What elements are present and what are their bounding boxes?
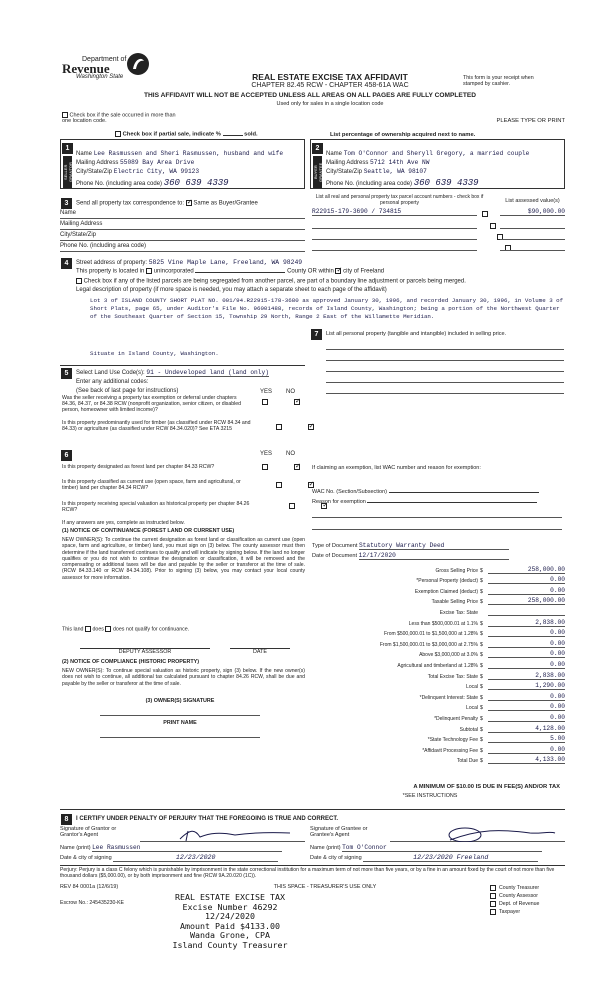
sec6-no-header: NO: [286, 451, 295, 457]
tax-row-value[interactable]: 0.00: [488, 576, 565, 584]
county-label: County OR within: [287, 268, 334, 275]
doc-type-label: Type of Document: [312, 543, 358, 549]
legal-label: Legal description of property (if more space is needed, you may attach a separate sheet to each page of the affidavit): [76, 287, 387, 293]
buyer-side-label: BUYER GRANTEE: [313, 156, 322, 188]
section-8: [60, 809, 565, 863]
stamp-excise-number: Excise Number 46292: [182, 901, 278, 912]
tax-row-value[interactable]: 0.00: [488, 629, 565, 637]
buyer-phone-label: Phone No. (including area code): [326, 181, 413, 187]
dollar-sign: $: [480, 631, 483, 638]
tax-row: [310, 627, 565, 638]
sec6-q1-yes[interactable]: [262, 464, 268, 470]
grantee-signature-label: Signature of Grantee or Grantee's Agent: [310, 826, 368, 838]
tax-row-value[interactable]: 0.00: [488, 661, 565, 669]
tax-row-label: Exemption Claimed (deduct): [414, 588, 478, 595]
sec5-q2-no[interactable]: [308, 424, 314, 430]
tax-row-label: *Delinquent Interest: State: [419, 694, 478, 701]
same-as-buyer-label: Same as Buyer/Grantee: [193, 200, 258, 207]
located-row: [76, 268, 546, 275]
stamp-date: 12/24/2020: [205, 911, 255, 921]
tax-row: [310, 733, 565, 744]
form-warning: THIS AFFIDAVIT WILL NOT BE ACCEPTED UNLESS ALL AREAS ON ALL PAGES ARE FULLY COMPLETED: [143, 92, 477, 99]
does-label: does: [92, 626, 104, 633]
buyer-city-label: City/State/Zip: [326, 169, 363, 175]
certify-statement: I CERTIFY UNDER PENALTY OF PERJURY THAT THE FOREGOING IS TRUE AND CORRECT.: [76, 816, 339, 822]
sec5-q2-yes[interactable]: [276, 424, 282, 430]
seller-mail-row: [76, 159, 304, 166]
send-correspondence-row: [76, 200, 316, 207]
seller-mail[interactable]: 55089 Bay Area Drive: [120, 159, 195, 166]
tax-row: [310, 722, 565, 733]
reason-row: [312, 499, 562, 505]
parcel-personal-checkbox-1[interactable]: [482, 211, 488, 217]
deputy-assessor-line[interactable]: DEPUTY ASSESSOR: [80, 648, 210, 655]
dollar-sign: $: [480, 705, 483, 712]
distribution-label: Taxpayer: [499, 909, 521, 915]
section-7: [310, 328, 565, 398]
dollar-sign: $: [480, 662, 483, 669]
seller-name-row: [76, 150, 304, 157]
parcel-personal-checkbox-2[interactable]: [490, 223, 496, 229]
segregated-label: Check box if any of the listed parcels are being segregated from another parcel, are part of a boundary line adjustment or parcels being merged.: [83, 278, 466, 285]
sec6-question-2: Is this property classified as current use (open space, farm and agricultural, or timber) land per chapter 84.34 RCW?: [62, 479, 241, 491]
sec6-yes-header: YES: [260, 451, 273, 457]
tax-row-label: From $500,000.01 to $1,500,000 at 1.28%: [384, 631, 478, 638]
dollar-sign: $: [480, 673, 483, 680]
sec6-question-1: Is this property designated as forest land per chapter 84.33 RCW?: [62, 464, 215, 470]
dollar-sign: $: [480, 684, 483, 691]
seller-name-label: Name: [76, 151, 93, 157]
tax-row-label: Subtotal: [459, 726, 478, 733]
tax-row: [310, 584, 565, 595]
reason-label: Reason for exemption: [312, 499, 366, 505]
tax-row-label: *Delinquent Penalty: [434, 715, 478, 722]
grantee-name-label: Name (print): [310, 845, 341, 851]
distribution-checkbox[interactable]: [490, 885, 496, 891]
tax-row: [310, 595, 565, 606]
sold-label: sold.: [244, 131, 258, 138]
stamp-signer: Wanda Grone, CPA: [190, 930, 270, 940]
buyer-mail[interactable]: 5712 14th Ave NW: [370, 159, 430, 166]
tax-row-label: From $1,500,000.01 to $3,000,000 at 2.75%: [379, 641, 478, 648]
tax-row-label: Gross Selling Price: [435, 567, 478, 574]
sec6-q2-yes[interactable]: [276, 482, 282, 488]
grantor-name-row: [60, 844, 305, 852]
sec5-question-2: Is this property predominantly used for timber (as classified under RCW 84.34 and 84.33) or agriculture (as classified under RCW 84.34.020)? See ETA 3215: [62, 420, 251, 432]
seller-city-row: [76, 168, 304, 175]
more-than-one-row: [62, 112, 182, 124]
distribution-item: [490, 893, 570, 901]
tax-row-label: Taxable Selling Price: [431, 599, 478, 606]
distribution-label: County Treasurer: [499, 885, 540, 892]
tax-row: [310, 680, 565, 691]
tax-row-value[interactable]: 0.00: [488, 746, 565, 754]
ownership-note: List percentage of ownership acquired next to name.: [330, 132, 476, 138]
land-use-label: Select Land Use Code(s):: [76, 370, 145, 376]
tax-row: [310, 574, 565, 585]
grantor-date-label: Date & city of signing: [60, 855, 112, 861]
dollar-sign: $: [480, 737, 483, 744]
tax-row-value[interactable]: 0.00: [488, 587, 565, 595]
grantor-date[interactable]: 12/23/2020: [113, 854, 278, 862]
distribution-checkbox[interactable]: [490, 901, 496, 907]
more-than-one-label: Check box if the sale occurred in more than one location code.: [62, 112, 176, 125]
owner-signature-label: (3) OWNER(S) SIGNATURE: [145, 698, 215, 704]
additional-codes-label: Enter any additional codes:: [76, 379, 149, 385]
grantor-name-label: Name (print): [60, 845, 91, 851]
dollar-sign: $: [480, 715, 483, 722]
tax-row-value[interactable]: 1,290.00: [488, 682, 565, 690]
seller-phone[interactable]: 360 639 4339: [163, 178, 229, 188]
tax-row-label: Total Excise Tax: State: [427, 673, 478, 680]
section-5: [60, 365, 305, 445]
same-as-buyer-checkbox[interactable]: [186, 200, 192, 206]
personal-property-label: List all personal property (tangible and intangible) included in selling price.: [326, 331, 507, 337]
print-name-label: PRINT NAME: [163, 720, 197, 726]
unincorporated-label: unincorporated: [153, 268, 194, 275]
tax-row-value[interactable]: 0.00: [488, 714, 565, 722]
tax-row-label: *Affidavit Processing Fee: [422, 747, 478, 754]
seller-city[interactable]: Electric City, WA 99123: [113, 168, 200, 175]
type-or-print: PLEASE TYPE OR PRINT: [496, 118, 565, 124]
see-instructions-2: *SEE INSTRUCTIONS: [402, 793, 458, 799]
stamp-line-1: REAL ESTATE EXCISE TAX: [175, 892, 285, 902]
section-3: [60, 193, 565, 255]
seller-box: [60, 139, 305, 189]
tax-row-label: Above $3,000,000 at 3.0%: [419, 652, 478, 659]
tax-row: [310, 605, 565, 616]
deputy-date-line[interactable]: DATE: [230, 648, 290, 655]
section-1-number: 1: [62, 143, 73, 154]
buyer-box: [310, 139, 565, 189]
tax-row: [310, 563, 565, 574]
dollar-sign: $: [480, 694, 483, 701]
city-label: city of Freeland: [343, 268, 385, 275]
tax-row-value[interactable]: 2,838.00: [488, 672, 565, 680]
yes-header: YES: [260, 389, 273, 395]
section-2-number: 2: [312, 143, 323, 154]
dollar-sign: $: [480, 652, 483, 659]
tax-row-label: Less than $500,000.01 at 1.1%: [408, 620, 478, 627]
located-label: This property is located in: [76, 268, 145, 275]
tax-row: [310, 754, 565, 765]
form-revision: REV 84 0001a (12/6/19): [60, 884, 119, 890]
street-label: Street address of property:: [76, 260, 148, 266]
sec5-q1-no[interactable]: [294, 399, 300, 405]
owner-signature-line[interactable]: [100, 708, 260, 716]
form-title: REAL ESTATE EXCISE TAX AFFIDAVIT: [252, 72, 408, 82]
dollar-sign: $: [480, 726, 483, 733]
sec3-name-field[interactable]: Name: [60, 210, 305, 219]
unincorporated-checkbox[interactable]: [146, 268, 152, 274]
doc-type[interactable]: Statutory Warranty Deed: [359, 542, 509, 550]
buyer-phone-row: [326, 178, 564, 188]
sec3-city-field[interactable]: City/State/Zip: [60, 232, 305, 241]
grantee-date-row: [310, 854, 565, 862]
grantee-signature[interactable]: [390, 827, 565, 842]
minimum-due: A MINIMUM OF $10.00 IS DUE IN FEE(S) AND/OR TAX: [413, 784, 560, 790]
tax-row: [310, 648, 565, 659]
no-header: NO: [286, 389, 295, 395]
tax-row: [310, 616, 565, 627]
tax-row-value[interactable]: 5.00: [488, 735, 565, 743]
segregated-checkbox[interactable]: [76, 278, 82, 284]
distribution-item: [490, 885, 570, 893]
tax-row-label: Excise Tax: State: [439, 609, 478, 616]
legal-description[interactable]: Lot 3 of ISLAND COUNTY SHORT PLAT NO. 001/94.R22915-178-3680 as approved January 30, 1996, and recorded January 30, 1996, in Volume 3 of Short Plats, page 65, under Auditor's File No. 96001488, records of Island County, Washington; being a portion of the Northwest Quarter of the Southeast Quarter of Section 15, Township 29 North, Range 2 East of the Willamette Meridian.: [90, 297, 564, 320]
sec5-question-1: Was the seller receiving a property tax exemption or deferral under chapters 84.36, 84.37, or 84.38 RCW (nonprofit organization, senior citizen, or disabled person, homeowner with limited income)?: [62, 395, 242, 413]
seller-side-label: SELLER GRANTOR: [63, 156, 72, 188]
tax-row-value[interactable]: 0.00: [488, 693, 565, 701]
partial-sale-checkbox[interactable]: [115, 131, 121, 137]
section-4: [60, 257, 565, 322]
segregated-row: [76, 278, 566, 285]
seller-city-label: City/State/Zip: [76, 169, 113, 175]
tax-computation: [310, 563, 565, 764]
notice-compliance-heading: (2) NOTICE OF COMPLIANCE (HISTORIC PROPERTY): [62, 659, 200, 665]
tax-row-label: Local: [466, 705, 478, 712]
city-checkbox[interactable]: [335, 268, 341, 274]
treasurer-stamp: [150, 893, 310, 950]
dollar-sign: $: [480, 567, 483, 574]
grantor-signature-label: Signature of Grantor or Grantor's Agent: [60, 826, 117, 838]
tax-row-value[interactable]: 258,000.00: [488, 597, 565, 605]
tax-row-label: *State Technology Fee: [427, 737, 478, 744]
assessed-header: List assessed value(s): [505, 198, 560, 204]
more-than-one-checkbox[interactable]: [62, 112, 68, 118]
tax-row: [310, 743, 565, 754]
does-not-checkbox[interactable]: [105, 626, 111, 632]
grantor-signature[interactable]: [140, 827, 305, 842]
tax-row-value[interactable]: 4,133.00: [488, 756, 565, 764]
wac-no-row: [312, 489, 562, 495]
does-checkbox[interactable]: [85, 626, 91, 632]
dollar-sign: $: [480, 599, 483, 606]
buyer-name-row: [326, 150, 564, 157]
doc-type-row: [312, 542, 562, 550]
land-use-row: [76, 369, 306, 376]
logo-line2: Revenue: [62, 61, 110, 76]
distribution-checklist: [490, 885, 570, 917]
parcel-number[interactable]: R22915-179-3690 / 734815: [312, 208, 477, 216]
section-3-number: 3: [61, 198, 72, 209]
sec5-q1-yes[interactable]: [262, 399, 268, 405]
see-instructions: (See back of last page for instructions): [76, 388, 179, 394]
tax-row: [310, 637, 565, 648]
tax-row-value[interactable]: 0.00: [488, 703, 565, 711]
land-use-code[interactable]: 91 - Undeveloped land (land only): [146, 369, 269, 376]
distribution-item: [490, 909, 570, 917]
tax-row-value[interactable]: 2,838.00: [488, 619, 565, 627]
form-chapter: CHAPTER 82.45 RCW - CHAPTER 458-61A WAC: [251, 82, 409, 89]
distribution-label: Dept. of Revenue: [499, 901, 540, 908]
tax-row-label: Local: [466, 684, 478, 691]
dollar-sign: $: [480, 578, 483, 585]
buyer-name-label: Name: [326, 151, 343, 157]
tax-row-label: *Personal Property (deduct): [416, 578, 478, 585]
dollar-sign: $: [480, 588, 483, 595]
distribution-item: [490, 901, 570, 909]
stamp-office: Island County Treasurer: [172, 939, 288, 950]
tax-row-value[interactable]: 258,000.00: [488, 566, 565, 574]
doc-date[interactable]: 12/17/2020: [359, 552, 509, 560]
section-4-number: 4: [61, 258, 72, 269]
tax-row-value[interactable]: 4,128.00: [488, 725, 565, 733]
send-label: Send all property tax correspondence to:: [76, 200, 185, 207]
tax-row: [310, 669, 565, 680]
buyer-mail-row: [326, 159, 564, 166]
sec6-q3-yes[interactable]: [289, 503, 295, 509]
does-not-label: does not qualify for continuance.: [112, 626, 190, 633]
grantor-date-row: [60, 854, 305, 862]
perjury-notice: Perjury: Perjury is a class C felony which is punishable by imprisonment in the state correctional institution for a maximum term of not more than five years, or by a fine in an amount fixed by the court of not more than five thousand dollars ($5,000.00), or by both imprisonment and fine (RCW 9A.20.020 (1C)).: [60, 865, 565, 879]
partial-sale-label: Check box if partial sale, indicate %: [122, 131, 221, 138]
distribution-checkbox[interactable]: [490, 893, 496, 899]
street-address[interactable]: 5825 Vine Maple Lane, Freeland, WA 98249: [148, 259, 303, 266]
section-5-number: 5: [61, 368, 72, 379]
buyer-phone[interactable]: 360 639 4339: [413, 178, 479, 188]
section-7-number: 7: [311, 329, 322, 340]
dollar-sign: $: [480, 758, 483, 765]
dollar-sign: $: [480, 641, 483, 648]
stamp-amount-paid: Amount Paid $4133.00: [180, 920, 280, 931]
seller-name[interactable]: Lee Rasmussen and Sheri Rasmussen, husband and wife: [93, 150, 284, 157]
tax-row-value[interactable]: 0.00: [488, 650, 565, 658]
dollar-sign: $: [480, 620, 483, 627]
section-6: [60, 449, 305, 809]
assessed-value[interactable]: $90,000.00: [500, 208, 565, 216]
print-name-line[interactable]: [100, 730, 260, 738]
section-8-number: 8: [61, 814, 72, 825]
tax-row: [310, 701, 565, 712]
sec6-q2-no[interactable]: [308, 482, 314, 488]
doc-date-label: Date of Document: [312, 553, 358, 559]
wac-no-label: WAC No. (Section/Subsection): [312, 489, 387, 495]
tax-row-label: Agricultural and timberland at 1.28%: [397, 662, 478, 669]
grantee-date-label: Date & city of signing: [310, 855, 362, 861]
distribution-checkbox[interactable]: [490, 909, 496, 915]
grantee-name[interactable]: Tom O'Connor: [342, 844, 542, 852]
partial-sale-row: [115, 131, 315, 138]
parcel-list-header: List all real and personal property tax parcel account numbers - check box if personal property: [315, 194, 484, 206]
tax-row-value[interactable]: 0.00: [488, 640, 565, 648]
logo-line3: Washington State: [76, 74, 124, 80]
tax-row: [310, 658, 565, 669]
tax-row-label: Total Due: [456, 758, 478, 765]
seller-mail-label: Mailing Address: [76, 160, 119, 166]
buyer-city-row: [326, 168, 564, 175]
notice-continuance-text: NEW OWNER(S): To continue the current designation as forest land or classification as current use (open space, farm and agriculture, or timber) land, you must sign on (3) below. The county assessor must then determine if the land transferred continues to qualify and will indicate by signing below. If the land no longer qualifies or you do not wish to continue the designation or classification, it will be removed and the compensating or additional taxes will be due and payable by the seller or transferor at the time of sale. (RCW 84.33.140 or RCW 84.34.108). Prior to signing (3) below, you may contact your local county assessor for more information.: [62, 537, 305, 581]
sec6-q1-no[interactable]: [294, 464, 300, 470]
street-row: [76, 259, 526, 266]
notice-continuance-heading: (1) NOTICE OF CONTINUANCE (FOREST LAND OR CURRENT USE): [62, 528, 235, 534]
tax-row-value[interactable]: [488, 615, 565, 616]
seller-phone-label: Phone No. (including area code): [76, 181, 163, 187]
escrow-number: Escrow No.: 245435230-KE: [60, 900, 125, 906]
buyer-city[interactable]: Seattle, WA 98107: [363, 168, 427, 175]
form-note: Used only for sales in a single location code: [276, 101, 384, 107]
grantee-name-row: [310, 844, 565, 852]
grantor-name[interactable]: Lee Rasmussen: [92, 844, 282, 852]
seller-phone-row: [76, 178, 304, 188]
buyer-mail-label: Mailing Address: [326, 160, 369, 166]
buyer-name[interactable]: Tom O'Connor and Sheryll Gregory, a married couple: [343, 150, 530, 157]
logo-line1: Department of: [82, 56, 127, 63]
doc-date-row: [312, 552, 562, 560]
sec3-mail-field[interactable]: Mailing Address: [60, 221, 305, 230]
if-yes-note: If any answers are yes, complete as instructed below.: [62, 520, 185, 526]
treasurer-use-label: THIS SPACE - TREASURER'S USE ONLY: [273, 884, 377, 890]
notice-compliance-text: NEW OWNER(S): To continue special valuation as historic property, sign (3) below. If the new owner(s) does not wish to continue, all additional tax calculated pursuant to chapter 84.26 RCW, shall be due and payable by the seller or transferor at the time of sale.: [62, 668, 305, 687]
receipt-note: This form is your receipt when stamped by cashier.: [463, 75, 534, 87]
wac-label: If claiming an exemption, list WAC number and reason for exemption:: [312, 465, 481, 471]
distribution-label: County Assessor: [499, 893, 538, 900]
situate: Situate in Island County, Washington.: [90, 350, 219, 357]
tax-row: [310, 711, 565, 722]
tax-row: [310, 690, 565, 701]
this-land-label: This land: [62, 626, 84, 633]
grantee-date[interactable]: 12/23/2020 Freeland: [363, 854, 538, 862]
dollar-sign: $: [480, 747, 483, 754]
sec3-phone-field[interactable]: Phone No. (including area code): [60, 243, 305, 252]
section-6-number: 6: [61, 450, 72, 461]
dor-logo-icon: [126, 52, 150, 76]
qualify-row: [62, 626, 302, 632]
sec6-question-3: Is this property receiving special valuation as historical property per chapter 84.26 RCW?: [62, 501, 250, 513]
